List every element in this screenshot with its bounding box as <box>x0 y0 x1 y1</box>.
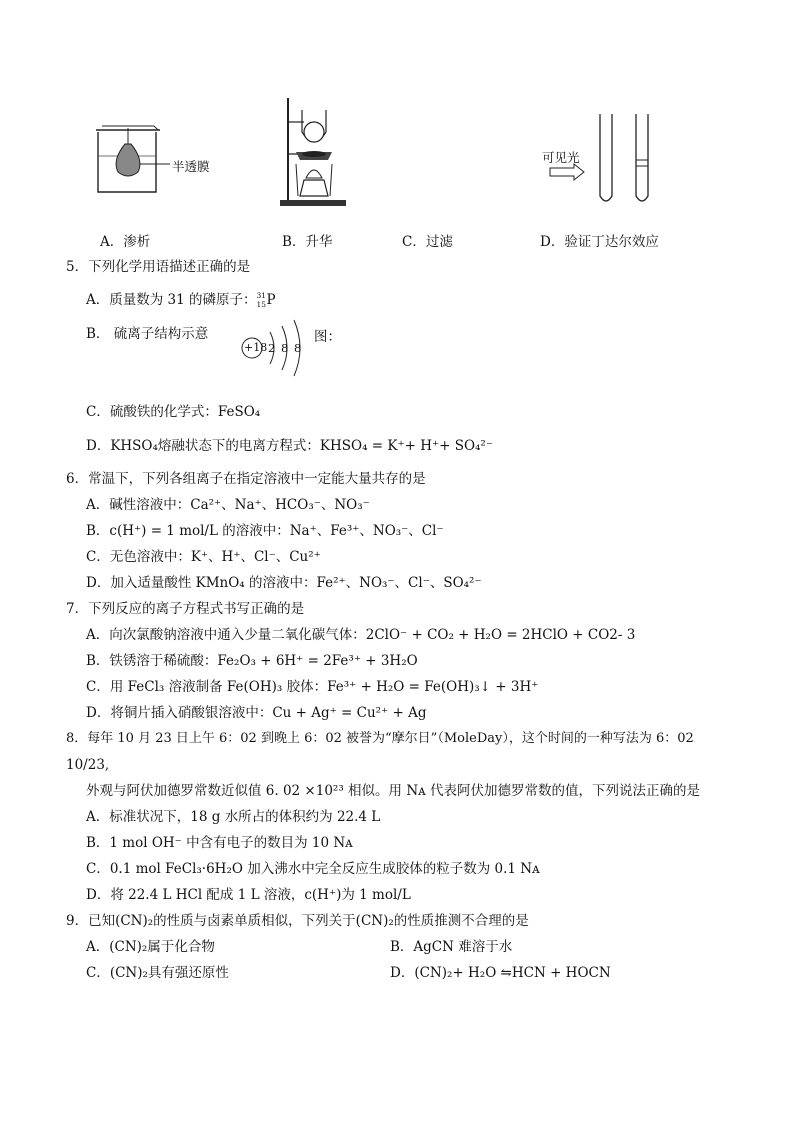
q6-option-d: D．加入适量酸性 KMnO₄ 的溶液中：Fe²⁺、NO₃⁻、Cl⁻、SO₄²⁻ <box>86 575 482 591</box>
atomic-number: 15 <box>256 299 267 309</box>
q8-option-d: D．将 22.4 L HCl 配成 1 L 溶液，c(H⁺)为 1 mol/L <box>86 887 411 903</box>
q7-option-a: A．向次氯酸钠溶液中通入少量二氧化碳气体：2ClO⁻ + CO₂ + H₂O = 2HClO + CO2- 3 <box>86 627 636 643</box>
q5-option-c: C．硫酸铁的化学式：FeSO₄ <box>86 404 261 420</box>
q6-stem: 6．常温下，下列各组离子在指定溶液中一定能大量共存的是 <box>66 471 426 487</box>
visible-light-label: 可见光 <box>542 150 580 165</box>
q9-option-c: C．(CN)₂具有强还原性 <box>86 965 229 981</box>
option-c-caption: C．过滤 <box>402 234 453 250</box>
electron-shells: 2 8 8 <box>268 341 303 355</box>
q6-option-b: B．c(H⁺) = 1 mol/L 的溶液中：Na⁺、Fe³⁺、NO₃⁻、Cl⁻ <box>86 523 444 539</box>
semipermeable-membrane-label: 半透膜 <box>172 159 210 174</box>
q5-option-b-suffix: 图： <box>314 329 341 345</box>
q5-option-d: D．KHSO₄熔融状态下的电离方程式：KHSO₄ = K⁺+ H⁺+ SO₄²⁻ <box>86 438 493 454</box>
q7-stem: 7．下列反应的离子方程式书写正确的是 <box>66 601 305 617</box>
q8-stem-line3: 外观与阿伏加德罗常数近似值 6. 02 ×10²³ 相似。用 Nᴀ 代表阿伏加德罗常数的值，下列说法正确的是 <box>86 783 701 799</box>
q8-stem-line1: 8．每年 10 月 23 日上午 6：02 到晚上 6：02 被誉为“摩尔日”（MoleDay），这个时间的一种写法为 6：02 <box>66 731 694 746</box>
q7-option-b: B．铁锈溶于稀硫酸：Fe₂O₃ + 6H⁺ = 2Fe³⁺ + 3H₂O <box>86 653 418 669</box>
option-d-caption: D．验证丁达尔效应 <box>540 234 659 250</box>
q8-option-a: A．标准状况下，18 g 水所占的体积约为 22.4 L <box>86 809 381 825</box>
q7-option-d: D．将铜片插入硝酸银溶液中：Cu + Ag⁺ = Cu²⁺ + Ag <box>86 705 427 721</box>
q8-option-b: B．1 mol OH⁻ 中含有电子的数目为 10 Nᴀ <box>86 835 353 851</box>
q8-stem-line2: 10/23, <box>66 757 110 773</box>
option-b-caption: B．升华 <box>282 234 333 250</box>
q9-option-b: B．AgCN 难溶于水 <box>390 939 513 955</box>
q8-option-c: C．0.1 mol FeCl₃·6H₂O 加入沸水中完全反应生成胶体的粒子数为 0.1 Nᴀ <box>86 861 540 877</box>
q5-stem: 5．下列化学用语描述正确的是 <box>66 259 251 275</box>
nucleus-charge: +18 <box>244 341 268 354</box>
q5-option-a: A．质量数为 31 的磷原子： 31 15 P <box>86 290 276 309</box>
q9-option-d: D．(CN)₂+ H₂O ⇋HCN + HOCN <box>390 965 611 981</box>
q6-option-c: C．无色溶液中：K⁺、H⁺、Cl⁻、Cu²⁺ <box>86 549 321 565</box>
q7-option-c: C．用 FeCl₃ 溶液制备 Fe(OH)₃ 胶体：Fe³⁺ + H₂O = Fe(OH)₃↓ + 3H⁺ <box>86 679 539 695</box>
q9-stem: 9．已知(CN)₂的性质与卤素单质相似，下列关于(CN)₂的性质推测不合理的是 <box>66 913 529 929</box>
option-a-caption: A．渗析 <box>100 234 151 250</box>
q9-option-a: A．(CN)₂属于化合物 <box>86 939 215 955</box>
q6-option-a: A．碱性溶液中：Ca²⁺、Na⁺、HCO₃⁻、NO₃⁻ <box>86 497 370 513</box>
mass-number: 31 <box>256 290 267 300</box>
q5-option-b: B． 硫离子结构示意 <box>86 326 209 342</box>
sublimation-figure <box>278 96 348 208</box>
